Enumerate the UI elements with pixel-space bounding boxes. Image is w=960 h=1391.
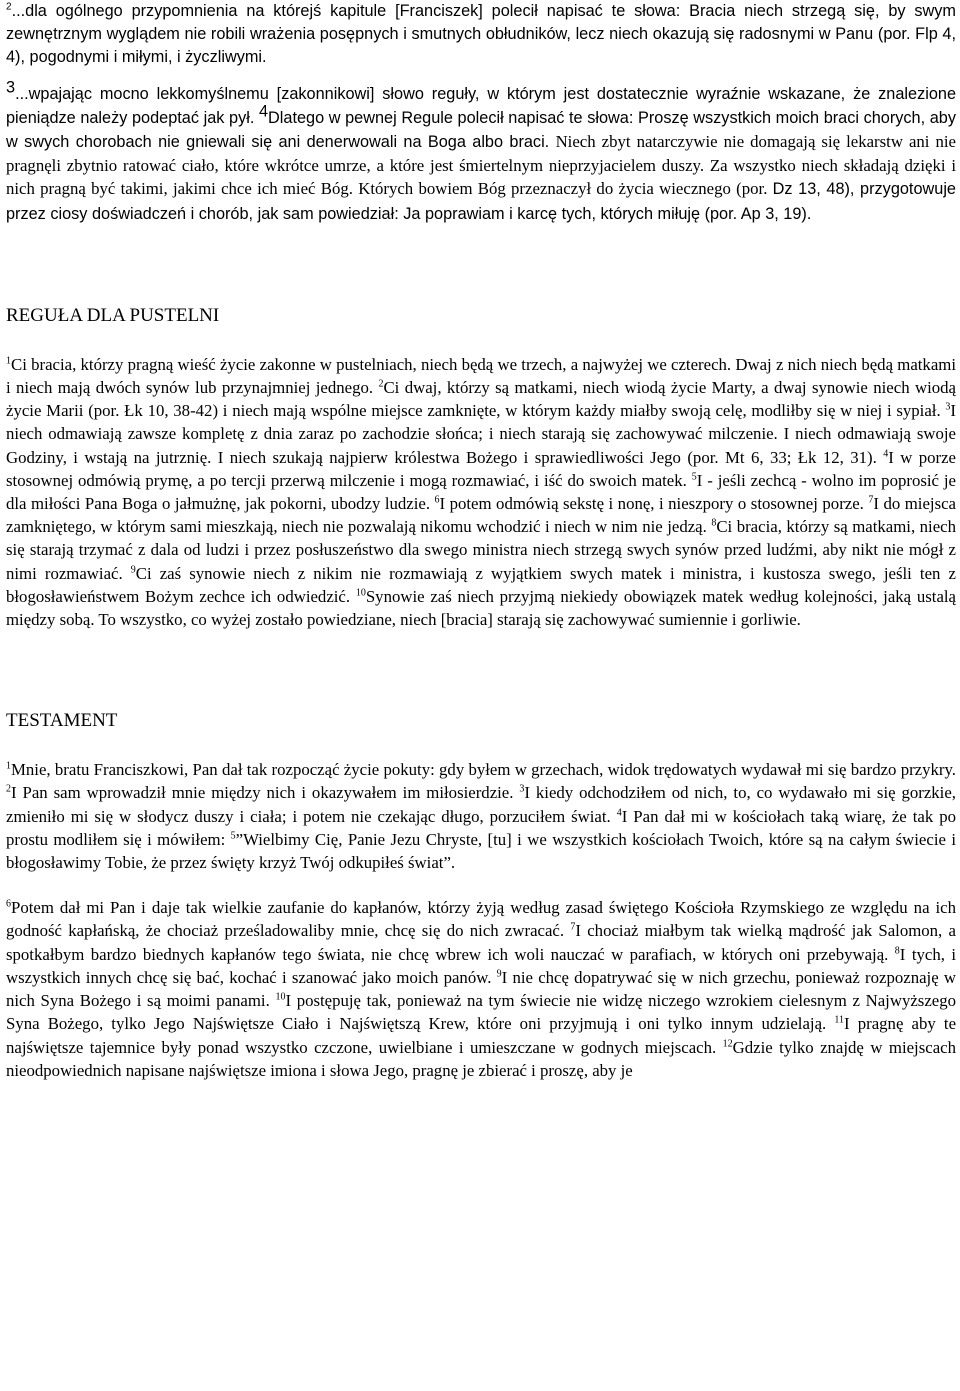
verse-number-10: 10: [355, 587, 366, 599]
testament-heading: TESTAMENT: [6, 710, 118, 732]
paragraph-4-text: Dlatego w pewnej Regule polecił napisać te słowa: Proszę wszystkich moich braci chorych, aby w swych chorobach nie gniewali się ani denerwowali na Boga albo braci.: [6, 108, 957, 152]
testament-verse-number-5: 5: [230, 830, 236, 842]
testament-verse-number-12: 12: [722, 1037, 733, 1049]
testament-verse-text-3: I kiedy odchodziłem od nich, to, co wydawało mi się gorzkie, zmieniło mi się w słodycz duszy i ciała; i potem nie czekając długo, porzuciłem świat.: [6, 783, 956, 826]
paragraph-2-text: ...dla ogólnego przypomnienia na którejś kapitule [Franciszek] polecił napisać te słowa: Bracia niech strzegą się, by swym zewnętrznym wyglądem nie robili wrażenia posępnych i smutnych obłudników, lecz niech okazują się radosnymi w Panu (por. Flp 4, 4), pogodnymi i miłymi, i życzliwymi.: [6, 2, 956, 67]
verse-number-3: 3: [945, 401, 951, 413]
testament-verse-number-11: 11: [834, 1014, 845, 1026]
testament-verse-number-9: 9: [496, 968, 502, 980]
testament-paragraph-2: [6, 896, 956, 1082]
footnote-number-3: 3: [6, 78, 16, 97]
testament-verse-number-1: 1: [6, 760, 11, 772]
testament-verse-text-9: I nie chcę dopatrywać się w nich grzechu, ponieważ rozpoznaję w nich Syna Bożego i są moimi panami.: [6, 967, 957, 1011]
verse-number-7: 7: [868, 494, 874, 506]
verse-number-1: 1: [6, 355, 11, 367]
testament-verse-text-10: I postępuję tak, ponieważ na tym świecie nie widzę niczego wzrokiem cielesnym z Najwyższego Syna Bożego, tylko Jego Najświętsze Ciało i Najświętszą Krew, które oni przyjmują i oni tylko innym udzielają.: [6, 991, 956, 1034]
testament-verse-number-4: 4: [616, 807, 622, 819]
rule-heading: REGUŁA DLA PUSTELNI: [6, 304, 220, 326]
verse-number-5: 5: [691, 471, 697, 483]
testament-verse-number-3: 3: [519, 783, 525, 795]
testament-verse-number-10: 10: [275, 991, 286, 1003]
verse-number-6: 6: [434, 494, 440, 506]
testament-verse-text-5: ”Wielbimy Cię, Panie Jezu Chryste, [tu] i we wszystkich kościołach Twoich, które są na całym świecie i błogosławimy Tobie, że przez święty krzyż Twój odkupiłeś świat”.: [6, 829, 956, 873]
paragraph-2: [6, 0, 956, 70]
testament-verse-text-8: I tych, i wszystkich innych chcę się bać, kochać i szanować jako moich panów.: [6, 944, 956, 987]
paragraph-4d-text: Dz 13, 48), przygotowuje przez ciosy doświadczeń i chorób, jak sam powiedział: Ja poprawiam i karcę tych, których miłuję (por. Ap 3, 19).: [6, 180, 956, 223]
rule-paragraph: [6, 353, 956, 631]
verse-number-8: 8: [711, 517, 717, 529]
verse-text-4: I w porze stosownej odmówią prymę, a po tercji przerwą milczenie i mogą rozmawiać, i iść do swoich matek.: [6, 447, 956, 490]
paragraph-4b-text: Niech zbyt natarczywie nie domagają się lekarstw ani nie pragnęli zbytnio ratować ciało, które wkrótce umrze, a które jest śmiertelnym nieprzyjacielem duszy.: [6, 132, 956, 176]
verse-text-10: Synowie zaś niech przyjmą niekiedy obowiązek matek według kolejności, jaką ustalą między sobą. To wszystko, co wyżej zostało powiedziane, niech [bracia] starają się zachowywać sumiennie i gorliwie.: [6, 586, 957, 630]
testament-verse-number-8: 8: [894, 945, 900, 957]
document-page: [6, 0, 956, 1082]
testament-verse-number-2: 2: [6, 783, 11, 795]
verse-text-7: I do miejsca zamkniętego, w którym sami mieszkają, niech nie pozwalają nikomu wchodzić i niech w nim nie jedzą.: [6, 494, 956, 537]
testament-verse-number-7: 7: [570, 921, 576, 933]
verse-text-9: Ci zaś synowie niech z nikim nie rozmawiają z wyjątkiem swych matek i ministra, i kustosza swego, jeśli ten z błogosławieństwem Bożym zechce ich odwiedzić.: [6, 563, 956, 606]
paragraph-3: [6, 78, 957, 226]
paragraph-3-text: ...wpajając mocno lekkomyślnemu [zakonnikowi] słowo reguły, w którym jest dostatecznie wyraźnie wskazane, że znalezione pieniądze należy podeptać jak pył.: [6, 84, 956, 127]
testament-verse-text-2: I Pan sam wprowadził mnie między nich i okazywałem im miłosierdzie.: [11, 783, 520, 803]
paragraph-4c-text: Za wszystko niech składają dzięki i nich pragną być takimi, jakimi chce ich mieć Bóg. Których bowiem Bóg przeznaczył do życia wiecznego (por.: [6, 156, 957, 199]
verse-text-2: Ci dwaj, którzy są matkami, niech wiodą życie Marty, a dwaj synowie niech wiodą życie Marii (por. Łk 10, 38-42) i niech mają wspólne miejsce zamknięte, w którym każdy miałby swoją celę, modliłby się w niej i sypiał.: [6, 378, 956, 421]
footnote-number-2: 2: [6, 1, 12, 13]
verse-text-8: Ci bracia, którzy są matkami, niech się starają trzymać z dala od ludzi i przez posłuszeństwo dla swego ministra niech strzegą swych synów przed ludźmi, aby nikt nie mógł z nimi rozmawiać.: [6, 517, 957, 583]
testament-verse-number-6: 6: [6, 898, 11, 910]
footnote-number-4: 4: [258, 102, 269, 121]
verse-text-5: I - jeśli zechcą - wolno im poprosić je dla miłości Pana Boga o jałmużnę, jak pokorni, ubodzy ludzie.: [6, 470, 956, 514]
testament-verse-text-1: Mnie, bratu Franciszkowi, Pan dał tak rozpocząć życie pokuty: gdy byłem w grzechach, widok trędowatych wydawał mi się bardzo przykry.: [11, 760, 956, 780]
verse-number-9: 9: [130, 564, 136, 576]
testament-verse-text-12: Gdzie tylko znajdę w miejscach nieodpowiednich napisane najświętsze imiona i słowa Jego, pragnę je zbierać i proszę, aby je: [6, 1037, 956, 1080]
testament-verse-text-4: I Pan dał mi w kościołach taką wiarę, że tak po prostu modliłem się i mówiłem:: [6, 806, 956, 849]
verse-text-6: I potem odmówią sekstę i nonę, i nieszpory o stosownej porze.: [439, 494, 869, 514]
verse-text-1: Ci bracia, którzy pragną wieść życie zakonne w pustelniach, niech będą we trzech, a najwyżej we czterech. Dwaj z nich niech będą matkami i niech mają dwóch synów lub przynajmniej jednego.: [6, 354, 956, 398]
verse-number-2: 2: [378, 378, 384, 390]
verse-number-4: 4: [883, 448, 889, 460]
testament-verse-text-7: I chociaż miałbym tak wielką mądrość jak Salomon, a spotkałbym bardzo biednych kapłanów tego świata, nie chcę wbrew ich woli nauczać w parafiach, w których oni przebywają.: [6, 921, 956, 964]
testament-verse-text-11: I pragnę aby te najświętsze tajemnice były ponad wszystko czczone, uwielbiane i umieszczane w godnych miejscach.: [6, 1014, 957, 1057]
testament-paragraph-1: [6, 758, 956, 874]
verse-text-3: I niech odmawiają zawsze kompletę z dnia zaraz po zachodzie słońca; i niech starają się zachowywać milczenie. I niech odmawiają swoje Godziny, i wstają na jutrznię. I niech szukają najpierw królestwa Bożego i sprawiedliwości Jego (por. Mt 6, 33; Łk 12, 31).: [6, 401, 956, 467]
testament-verse-text-6: Potem dał mi Pan i daje tak wielkie zaufanie do kapłanów, którzy żyją według zasad świętego Kościoła Rzymskiego ze względu na ich godność kapłańską, że chociaż prześladowaliby mnie, chcę się do nich zwracać.: [6, 898, 956, 941]
